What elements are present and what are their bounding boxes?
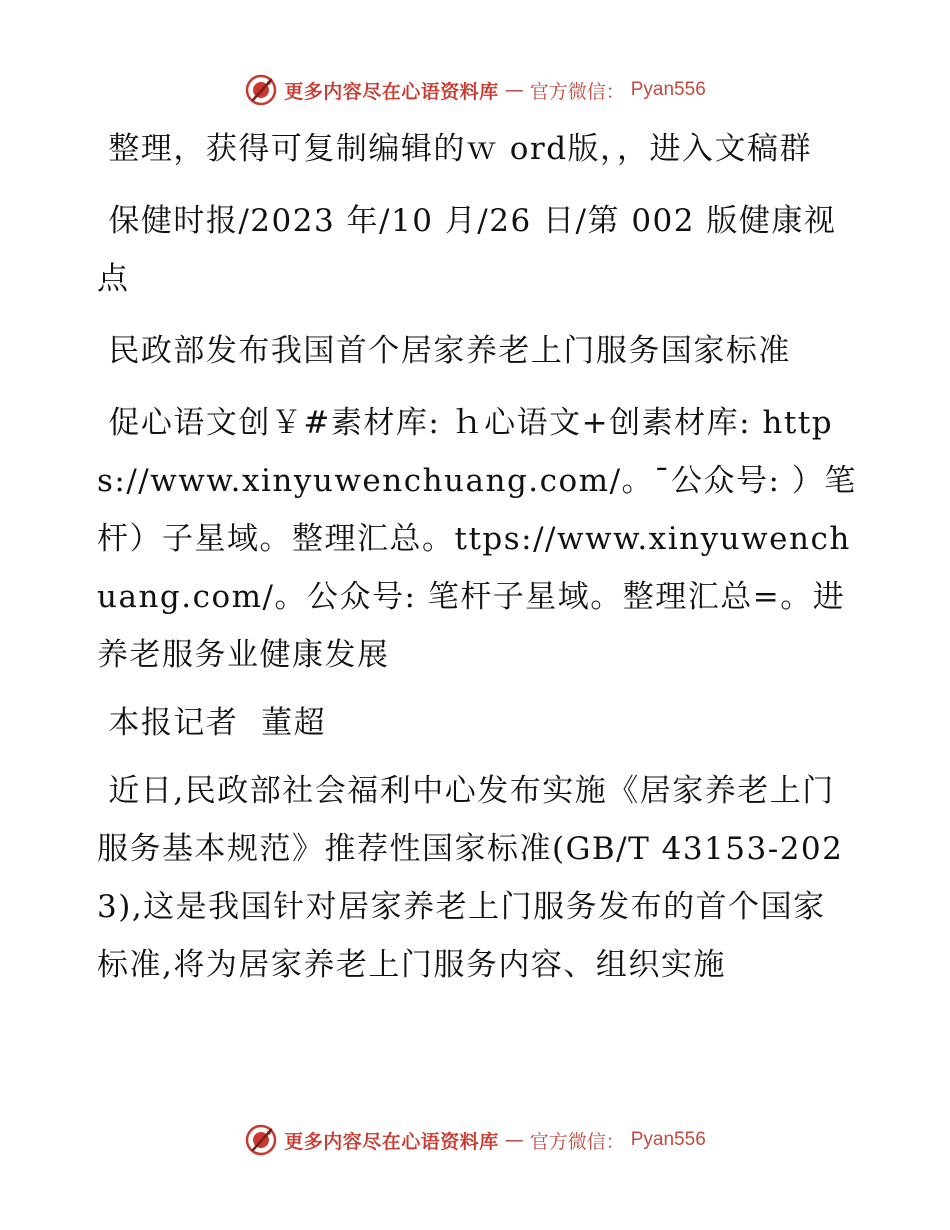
paragraph-source: 保健时报/2023 年/10 月/26 日/第 002 版健康视点: [97, 203, 837, 297]
quill-circle-logo-icon: [244, 1123, 278, 1157]
header-banner: [0, 70, 950, 110]
paragraph-promo: 促心语文创￥#素材库: ｈ心语文+创素材库: https://www.xinyuwenchuang.com/。¯公众号: ）笔杆）子星域。整理汇总。ttps://www.xinyuwenchuang.com/。公众号: 笔杆子星域。整理汇总=。进养老服务业健康发展: [97, 405, 857, 673]
banner-sub-text: 官方微信：: [529, 80, 625, 103]
footer-banner: [0, 1120, 950, 1160]
banner-wechat-id: Pyan556: [630, 79, 706, 100]
paragraph-body: 近日,民政部社会福利中心发布实施《居家养老上门服务基本规范》推荐性国家标准(GB/T 43153-2023),这是我国针对居家养老上门服务发布的首个国家标准,将为居家养老上门服务内容、组织实施: [97, 773, 844, 983]
quill-circle-logo-icon: [244, 73, 278, 107]
paragraph-intro: 整理，获得可复制编辑的ｗ ord版，，进入文稿群: [97, 131, 813, 167]
banner-main-text: 更多内容尽在心语资料库: [284, 80, 499, 103]
paragraph-headline: 民政部发布我国首个居家养老上门服务国家标准: [97, 333, 791, 369]
banner-dash: —: [504, 79, 524, 101]
banner-wechat-id: Pyan556: [630, 1129, 706, 1150]
paragraph-byline: 本报记者 董超: [97, 705, 327, 741]
banner-sub-text: 官方微信：: [529, 1130, 625, 1153]
banner-main-text: 更多内容尽在心语资料库: [284, 1130, 499, 1153]
banner-dash: —: [504, 1129, 524, 1151]
article-body: [97, 120, 857, 1004]
